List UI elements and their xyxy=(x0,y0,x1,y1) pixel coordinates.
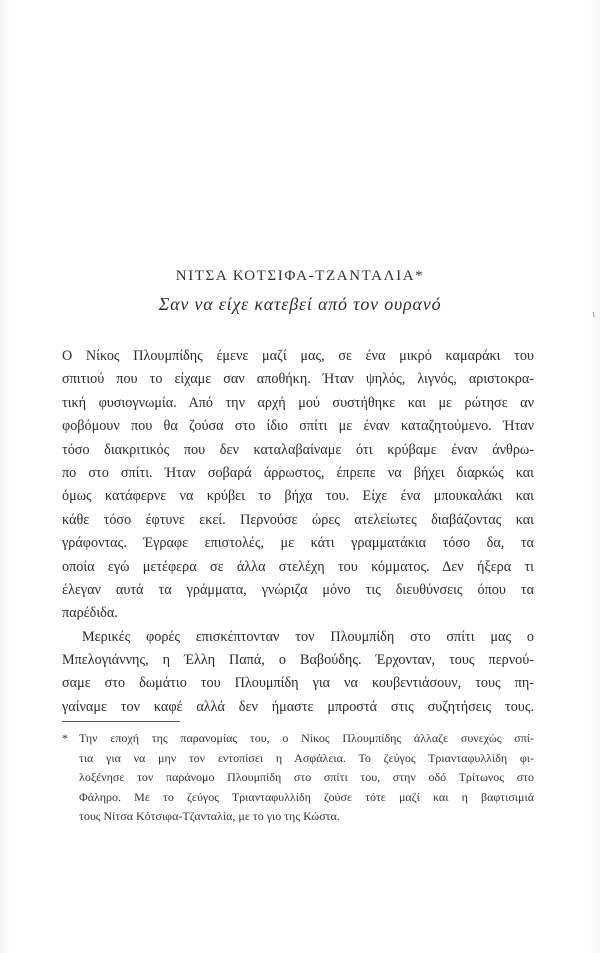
chapter-title: Σαν να είχε κατεβεί από τον ουρανό xyxy=(158,294,442,314)
margin-mark: ι xyxy=(592,310,596,320)
footnote-line: τους Νίτσα Κότσιφα-Τζανταλία, με το γιο της Κώστα. xyxy=(79,809,340,823)
footnote-line: τια για να μην τον εντοπίσει η Ασφάλεια. Το ζεύγος Τριανταφυλλίδη φι- xyxy=(79,750,534,765)
chapter-author: ΝΙΤΣΑ ΚΟΤΣΙΦΑ-ΤΖΑΝΤΑΛΙΑ* xyxy=(175,268,425,284)
footnote-line-text: Την εποχή της παρανομίας του, ο Νίκος Πλουμπίδης άλλαζε συνεχώς σπί- xyxy=(79,731,534,745)
body-line: γράφοντας. Έγραφε επιστολές, με κάτι γραμματάκια τόσο δα, τα xyxy=(62,535,534,552)
footnote-divider xyxy=(62,721,180,722)
footnote xyxy=(62,729,534,827)
body-line: φοβόμουν που θα ζούσα στο ίδιο σπίτι με έναν καταζητούμενο. Ήταν xyxy=(62,418,534,435)
footnote-line xyxy=(62,729,534,749)
body-line: τόσο διακριτικός που δεν καταλαβαίναμε ότι κρύβαμε έναν άνθρω- xyxy=(62,441,534,458)
body-line: παρέδιδα. xyxy=(62,605,118,622)
body-line: σαμε στο δωμάτιο του Πλουμπίδη για να κουβεντιάσουν, τους πη- xyxy=(62,675,534,692)
footnote-line: λοξένησε τον παράνομο Πλουμπίδη στο σπίτι του, στην οδό Τρίτωνος στο xyxy=(79,770,534,784)
body-line: γαίναμε τον καφέ αλλά δεν ήμαστε μπροστά στις συζητήσεις τους. xyxy=(62,698,534,715)
body-line: Μερικές φορές επισκέπτονταν τον Πλουμπίδη στο σπίτι μας ο xyxy=(82,628,534,645)
body-line: πο στο σπίτι. Ήταν σοβαρά άρρωστος, έπρεπε να βήχει διαρκώς και xyxy=(62,464,534,481)
body-line: όμως κατάφερνε να κρύβει το βήχα του. Είχε ένα μπουκαλάκι και xyxy=(62,488,534,505)
body-line: έλεγαν αυτά τα γράμματα, γνώριζα μόνο τις διευθύνσεις όπου τα xyxy=(62,581,534,598)
body-line: σπιτιού που το είχαμε σαν αποθήκη. Ήταν ψηλός, λιγνός, αριστοκρα- xyxy=(62,371,534,388)
body-line: Ο Νίκος Πλουμπίδης έμενε μαζί μας, σε ένα μικρό καμαράκι του xyxy=(62,348,534,364)
body-line: οποία εγώ μετέφερα σε άλλα στελέχη του κόμματος. Δεν ήξερα τι xyxy=(62,558,534,575)
footnote-marker: * xyxy=(62,731,68,745)
body-text xyxy=(62,345,534,719)
body-line: τική φυσιογνωμία. Από την αρχή μού συστήθηκε και με ρώτησε αν xyxy=(62,394,534,411)
body-line: Μπελογιάννης, η Έλλη Παπά, ο Βαβούδης. Έρχονταν, τους περνού- xyxy=(62,652,534,669)
footnote-line: Φάληρο. Με το ζεύγος Τριανταφυλλίδη ζούσε τότε μαζί και η βαφτισιμιά xyxy=(79,789,534,804)
body-line: κάθε τόσο έφτυνε εκεί. Περνούσε ώρες ατελείωτες διαβάζοντας και xyxy=(62,511,534,528)
